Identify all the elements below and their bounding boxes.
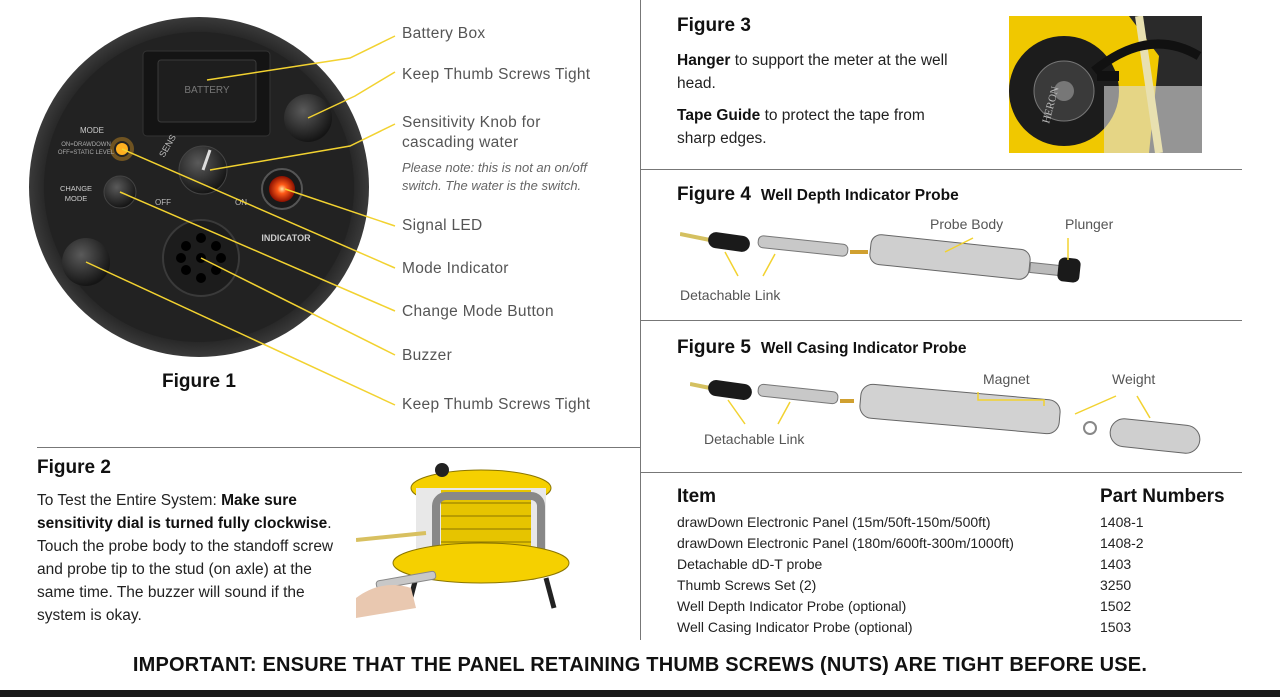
figure4-title bbox=[677, 184, 959, 206]
part-number: 1408-2 bbox=[1100, 534, 1144, 551]
part-number: 1502 bbox=[1100, 597, 1132, 614]
item-name: drawDown Electronic Panel (180m/600ft-300m/1000ft) bbox=[677, 534, 1014, 551]
divider-fig3-fig4 bbox=[640, 169, 1242, 170]
table-row bbox=[677, 532, 1242, 553]
part-number-header: Part Numbers bbox=[1100, 486, 1225, 507]
svg-text:ON=DRAWDOWN: ON=DRAWDOWN bbox=[61, 142, 111, 148]
table-row bbox=[677, 616, 1242, 637]
figure5-subtitle: Well Casing Indicator Probe bbox=[760, 340, 967, 357]
callout-thumb-screws-bottom: Keep Thumb Screws Tight bbox=[402, 396, 591, 413]
svg-text:CHANGE: CHANGE bbox=[59, 184, 93, 193]
callout-battery-box: Battery Box bbox=[402, 25, 486, 42]
hanger-illustration bbox=[1009, 16, 1202, 153]
callout-mode-indicator: Mode Indicator bbox=[402, 260, 509, 277]
item-name: Detachable dD-T probe bbox=[677, 555, 823, 572]
item-name: Well Casing Indicator Probe (optional) bbox=[677, 618, 913, 635]
magnet-label: Magnet bbox=[983, 371, 1030, 387]
figure5-number: Figure 5 bbox=[677, 337, 751, 358]
part-number: 1403 bbox=[1100, 555, 1132, 572]
callout-signal-led: Signal LED bbox=[402, 217, 483, 234]
off-label: OFF bbox=[155, 198, 171, 207]
weight-label: Weight bbox=[1112, 371, 1156, 387]
hanger-bold: Hanger bbox=[677, 52, 731, 69]
figure4-subtitle: Well Depth Indicator Probe bbox=[760, 187, 959, 204]
item-header: Item bbox=[677, 486, 717, 507]
item-name: Thumb Screws Set (2) bbox=[677, 576, 817, 593]
bottom-bar bbox=[0, 690, 1280, 697]
figure2-bold: Make sure sensitivity dial is turned fully clockwise bbox=[37, 492, 328, 532]
svg-text:MODE: MODE bbox=[64, 194, 88, 203]
item-name: Well Depth Indicator Probe (optional) bbox=[677, 597, 907, 614]
part-number: 3250 bbox=[1100, 576, 1132, 593]
figure5-title bbox=[677, 337, 966, 359]
figure2-title: Figure 2 bbox=[37, 457, 111, 478]
divider-fig1-fig2 bbox=[37, 447, 640, 448]
figure1-title: Figure 1 bbox=[162, 371, 236, 392]
item-name: drawDown Electronic Panel (15m/50ft-150m/500ft) bbox=[677, 513, 991, 530]
probe-body-label: Probe Body bbox=[930, 216, 1004, 232]
detachable-link-label-fig5: Detachable Link bbox=[704, 431, 805, 447]
plunger-label: Plunger bbox=[1065, 216, 1114, 232]
sens-label: SENS bbox=[157, 132, 178, 159]
guide-desc: to protect the tape from sharp edges. bbox=[677, 107, 925, 147]
figure2-intro: To Test the Entire System: bbox=[37, 492, 222, 509]
callout-thumb-screws-top: Keep Thumb Screws Tight bbox=[402, 66, 591, 83]
parts-table-header bbox=[677, 483, 1242, 511]
parts-table bbox=[677, 483, 1242, 637]
callout-change-mode-button: Change Mode Button bbox=[402, 303, 554, 320]
guide-bold: Tape Guide bbox=[677, 107, 761, 124]
reel-test-illustration bbox=[356, 458, 586, 618]
indicator-label: INDICATOR bbox=[261, 233, 311, 243]
figure3-hanger-text bbox=[677, 49, 967, 95]
hanger-desc: to support the meter at the well head. bbox=[677, 52, 948, 92]
part-number: 1408-1 bbox=[1100, 513, 1144, 530]
figure2-rest: . Touch the probe body to the standoff screw and probe tip to the stud (on axle) at the same time. The buzzer will sound if the system is okay. bbox=[37, 515, 334, 624]
callout-sensitivity-knob: Sensitivity Knob for cascading water bbox=[402, 114, 541, 151]
callout-buzzer: Buzzer bbox=[402, 347, 453, 364]
figure4-number: Figure 4 bbox=[677, 184, 751, 205]
brand-text: HERON bbox=[1040, 85, 1062, 125]
table-row bbox=[677, 595, 1242, 616]
figure2-instructions bbox=[37, 489, 337, 627]
part-number: 1503 bbox=[1100, 618, 1132, 635]
figure3-title: Figure 3 bbox=[677, 15, 751, 36]
svg-text:OFF=STATIC LEVEL: OFF=STATIC LEVEL bbox=[57, 150, 115, 156]
sensitivity-note: Please note: this is not an on/off switch. The water is the switch. bbox=[402, 160, 588, 193]
figure3-guide-text bbox=[677, 104, 967, 150]
table-row bbox=[677, 511, 1242, 532]
table-row bbox=[677, 553, 1242, 574]
table-row bbox=[677, 574, 1242, 595]
divider-fig5-table bbox=[640, 472, 1242, 473]
divider-fig4-fig5 bbox=[640, 320, 1242, 321]
on-label: ON bbox=[235, 198, 247, 207]
detachable-link-label-fig4: Detachable Link bbox=[680, 287, 781, 303]
mode-label: MODE bbox=[80, 126, 104, 135]
important-notice: IMPORTANT: ENSURE THAT THE PANEL RETAINING THUMB SCREWS (NUTS) ARE TIGHT BEFORE USE. bbox=[132, 654, 1148, 676]
battery-label: BATTERY bbox=[184, 85, 230, 96]
